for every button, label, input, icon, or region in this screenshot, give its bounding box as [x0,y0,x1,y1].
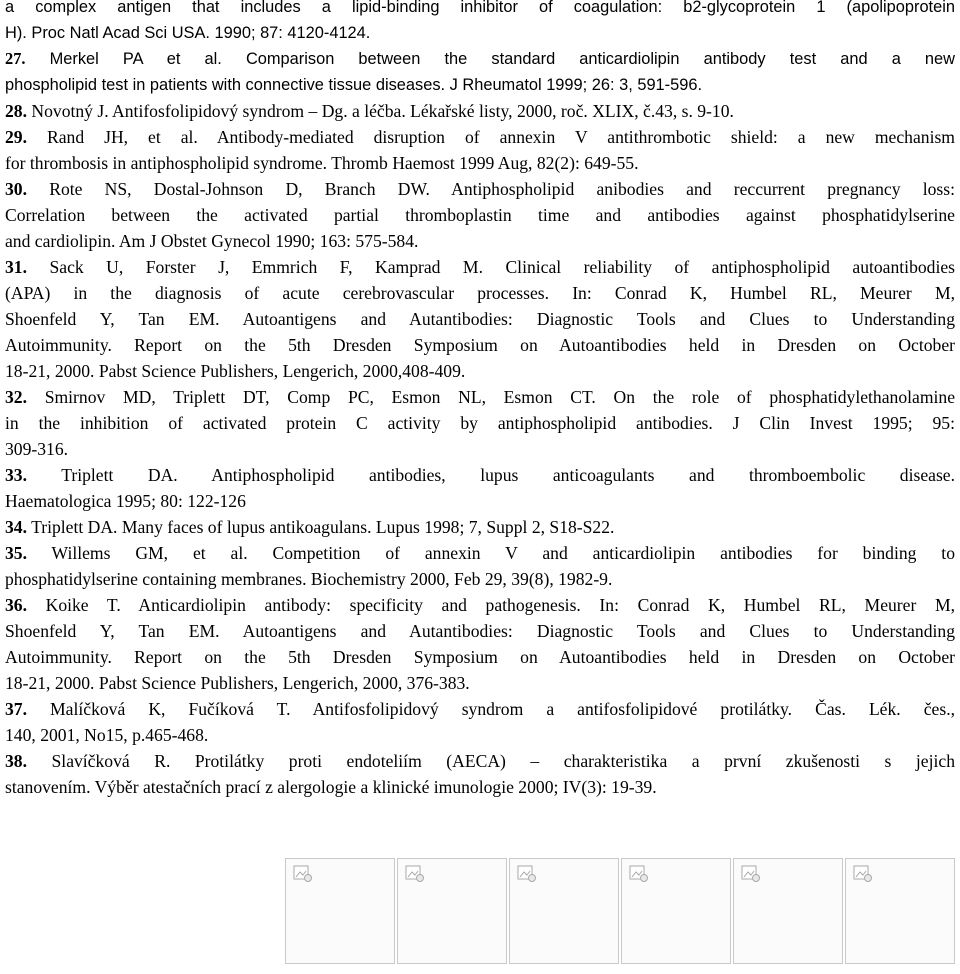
ref-31-line-3: Shoenfeld Y, Tan EM. Autoantigens and Autantibodies: Diagnostic Tools and Clues to Understanding [5,309,955,329]
image-placeholder-icon [405,865,425,883]
ref-36-line-4: 18-21, 2000. Pabst Science Publishers, Lengerich, 2000, 376-383. [5,673,470,693]
ref-35-line-1: 35. Willems GM, et al. Competition of annexin V and anticardiolipin antibodies for binding to [5,543,955,563]
ref-32-line-1: 32. Smirnov MD, Triplett DT, Comp PC, Esmon NL, Esmon CT. On the role of phosphatidylethanolamine [5,387,955,407]
image-placeholder-icon [741,865,761,883]
reference-number: 37. [5,699,27,719]
ref-31-line-4: Autoimmunity. Report on the 5th Dresden Symposium on Autoantibodies held in Dresden on October [5,335,955,355]
image-placeholder-2 [397,858,507,964]
ref-26-line-3: H). Proc Natl Acad Sci USA. 1990; 87: 4120-4124. [5,24,371,42]
reference-number: 32. [5,387,27,407]
image-placeholder-1 [285,858,395,964]
image-placeholder-icon [293,865,313,883]
image-placeholder-icon [629,865,649,883]
ref-31-line-2: (APA) in the diagnosis of acute cerebrovascular processes. In: Conrad K, Humbel RL, Meurer M, [5,283,955,303]
ref-30-line-1: 30. Rote NS, Dostal-Johnson D, Branch DW. Antiphospholipid anibodies and reccurrent pregnancy loss: [5,179,955,199]
ref-29-line-2: for thrombosis in antiphospholipid syndrome. Thromb Haemost 1999 Aug, 82(2): 649-55. [5,153,639,173]
image-placeholder-icon [853,865,873,883]
reference-number: 27. [5,49,26,68]
ref-36-line-3: Autoimmunity. Report on the 5th Dresden Symposium on Autoantibodies held in Dresden on October [5,647,955,667]
reference-number: 29. [5,127,27,147]
reference-number: 35. [5,543,27,563]
reference-number: 33. [5,465,27,485]
ref-30-line-3: and cardiolipin. Am J Obstet Gynecol 1990; 163: 575-584. [5,231,419,251]
ref-29-line-1: 29. Rand JH, et al. Antibody-mediated disruption of annexin V antithrombotic shield: a new mechanism [5,127,955,147]
image-placeholder-icon [517,865,537,883]
reference-number: 31. [5,257,27,277]
ref-36-line-2: Shoenfeld Y, Tan EM. Autoantigens and Autantibodies: Diagnostic Tools and Clues to Understanding [5,621,955,641]
ref-28-line-1: 28. Novotný J. Antifosfolipidový syndrom – Dg. a léčba. Lékařské listy, 2000, roč. XLIX, č.43, s. 9-10. [5,101,734,121]
ref-31-line-1: 31. Sack U, Forster J, Emmrich F, Kamprad M. Clinical reliability of antiphospholipid autoantibodies [5,257,955,277]
ref-34-line-1: 34. Triplett DA. Many faces of lupus antikoagulans. Lupus 1998; 7, Suppl 2, S18-S22. [5,517,615,537]
ref-32-line-3: 309-316. [5,439,69,459]
image-placeholder-3 [509,858,619,964]
image-placeholder-4 [621,858,731,964]
reference-number: 36. [5,595,27,615]
ref-27-line-1: 27. Merkel PA et al. Comparison between the standard anticardiolipin antibody test and a new [5,49,955,68]
ref-27-line-2: phospholipid test in patients with connective tissue diseases. J Rheumatol 1999; 26: 3, 591-596. [5,76,703,94]
ref-26-line-2: a complex antigen that includes a lipid-binding inhibitor of coagulation: b2-glycoprotein 1 (apolipoprotein [5,0,955,16]
ref-38-line-2: stanovením. Výběr atestačních prací z alergologie a klinické imunologie 2000; IV(3): 19-39. [5,777,657,797]
reference-number: 30. [5,179,27,199]
image-placeholder-6 [845,858,955,964]
reference-number: 34. [5,517,27,537]
image-placeholder-5 [733,858,843,964]
reference-number: 38. [5,751,27,771]
ref-36-line-1: 36. Koike T. Anticardiolipin antibody: specificity and pathogenesis. In: Conrad K, Humbel RL, Meurer M, [5,595,955,615]
ref-33-line-1: 33. Triplett DA. Antiphospholipid antibodies, lupus anticoagulants and thromboembolic disease. [5,465,955,485]
ref-31-line-5: 18-21, 2000. Pabst Science Publishers, Lengerich, 2000,408-409. [5,361,466,381]
ref-33-line-2: Haematologica 1995; 80: 122-126 [5,491,246,511]
ref-32-line-2: in the inhibition of activated protein C activity by antiphospholipid antibodies. J Clin Invest 1995; 95: [5,413,955,433]
ref-37-line-2: 140, 2001, No15, p.465-468. [5,725,209,745]
ref-35-line-2: phosphatidylserine containing membranes. Biochemistry 2000, Feb 29, 39(8), 1982-9. [5,569,613,589]
reference-number: 28. [5,101,27,121]
ref-37-line-1: 37. Malíčková K, Fučíková T. Antifosfolipidový syndrom a antifosfolipidové protilátky. Čas. Lék. čes., [5,699,955,719]
ref-30-line-2: Correlation between the activated partial thromboplastin time and antibodies against phosphatidylserine [5,205,955,225]
ref-38-line-1: 38. Slavíčková R. Protilátky proti endoteliím (AECA) – charakteristika a první zkušenosti s jejich [5,751,955,771]
